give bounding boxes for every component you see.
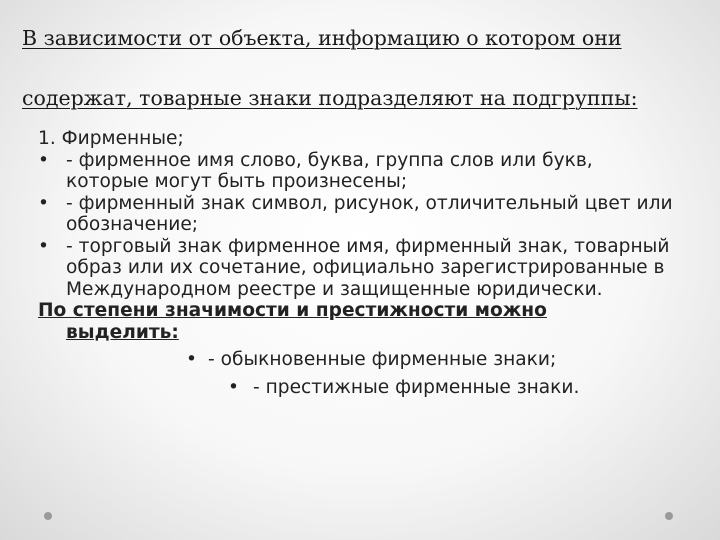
subheading-prestige bbox=[38, 300, 678, 343]
bullet-icon: • bbox=[38, 149, 49, 171]
bullet-icon: • bbox=[38, 235, 49, 257]
list-item-text: - обыкновенные фирменные знаки; bbox=[208, 349, 557, 370]
slide-body bbox=[38, 128, 678, 398]
list-item-text: - престижные фирменные знаки. bbox=[253, 376, 580, 398]
subheading-line-1: По степени значимости и престижности можно bbox=[38, 300, 547, 321]
decorative-dot-icon bbox=[665, 512, 673, 520]
bullet-icon: • bbox=[38, 192, 49, 214]
slide-title bbox=[22, 26, 712, 110]
list-item bbox=[38, 150, 678, 193]
bullet-icon: • bbox=[186, 349, 197, 370]
list-item bbox=[38, 193, 678, 236]
slide-title-line-1: В зависимости от объекта, информацию о котором они bbox=[22, 26, 622, 50]
list-item bbox=[38, 236, 678, 301]
list-item bbox=[38, 377, 678, 399]
bullet-icon: • bbox=[228, 376, 239, 398]
slide-title-line-2: содержат, товарные знаки подразделяют на подгруппы: bbox=[22, 86, 638, 110]
list-item bbox=[38, 349, 678, 371]
list-item-text: - фирменный знак символ, рисунок, отличительный цвет или обозначение; bbox=[66, 192, 673, 235]
list-item-text: - торговый знак фирменное имя, фирменный знак, товарный образ или их сочетание, официально зарегистрированные в Международном реестре и защищенные юридически. bbox=[66, 235, 670, 300]
subheading-line-2: выделить: bbox=[66, 321, 179, 343]
list-item-text: - фирменное имя слово, буква, группа слов или букв, которые могут быть произнесены; bbox=[66, 149, 593, 192]
decorative-dot-icon bbox=[44, 512, 52, 520]
list-heading-firm: 1. Фирменные; bbox=[38, 128, 184, 149]
